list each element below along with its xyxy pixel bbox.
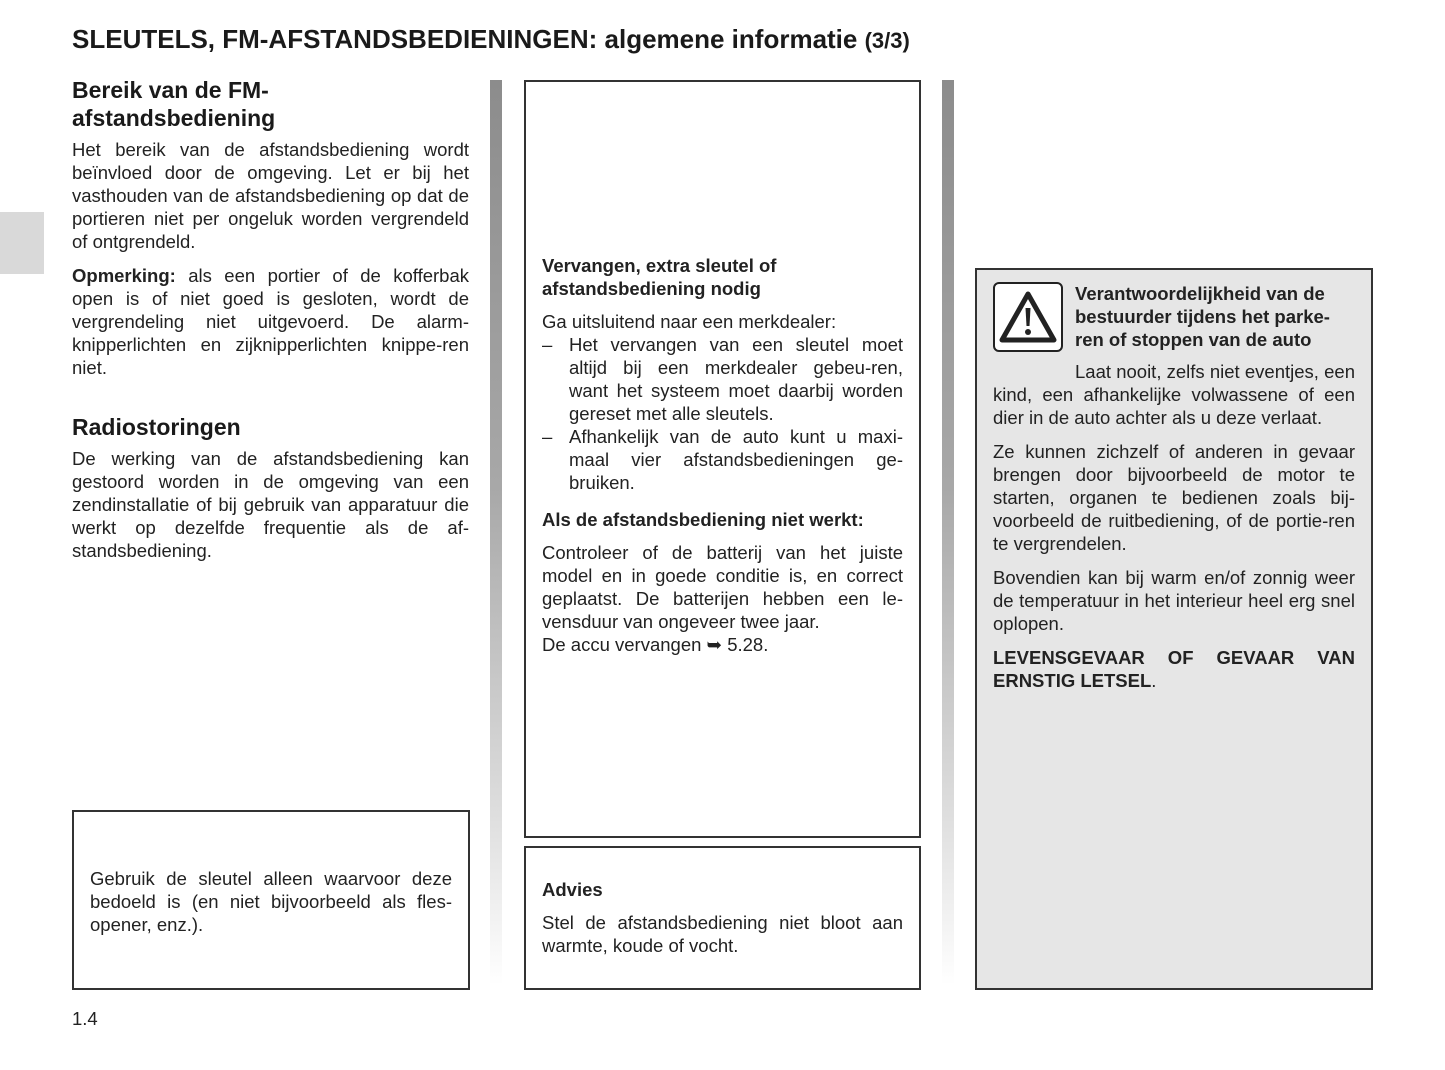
danger-text: LEVENSGEVAAR OF GEVAAR VAN ERNSTIG LETSEL [993, 647, 1355, 691]
section-heading-radio: Radiostoringen [72, 414, 241, 440]
warning-title: Verantwoordelijkheid van de bestuurder tijdens het parke-ren of stoppen van de auto [1075, 283, 1330, 350]
advice-box [524, 846, 921, 990]
column-divider-left [490, 80, 502, 985]
page-number: 1.4 [72, 1008, 98, 1029]
replacement-heading: Vervangen, extra sleutel of afstandsbediening nodig [542, 255, 777, 299]
warning-paragraph-3: Bovendien kan bij warm en/of zonnig weer de temperatuur in het interieur heel erg snel oplopen. [993, 567, 1355, 634]
note-label: Opmerking: [72, 265, 176, 286]
key-usage-box [72, 810, 470, 990]
battery-reference [542, 633, 903, 656]
page-title-part: (3/3) [864, 28, 910, 53]
radio-paragraph: De werking van de afstandsbediening kan gestoord worden in de omgeving van een zendinstallatie of bij gebruik van apparatuur die werkt op dezelfde frequentie als de af-standsbediening. [72, 448, 469, 561]
range-paragraph: Het bereik van de afstandsbediening wordt beïnvloed door de omgeving. Let er bij het vasthouden van de afstandsbediening op dat de portieren niet per ongeluk worden vergrendeld of ontgrendeld. [72, 139, 469, 252]
note-paragraph [72, 264, 469, 379]
page-title [72, 24, 910, 55]
list-item: – Afhankelijk van de auto kunt u maxi-maal vier afstandsbedieningen ge-bruiken. [542, 425, 903, 494]
warning-triangle-icon [993, 282, 1063, 352]
danger-end: . [1151, 670, 1157, 691]
battery-reference-text: De accu vervangen [542, 634, 702, 655]
advice-text: Stel de afstandsbediening niet bloot aan warmte, koude of vocht. [542, 912, 903, 956]
replacement-list [542, 333, 903, 494]
column-divider-right [942, 80, 954, 985]
page-reference-link[interactable]: 5.28. [727, 634, 769, 655]
warning-box [975, 268, 1373, 990]
section-heading-range: Bereik van de FM-afstandsbediening [72, 77, 276, 131]
page-title-main: SLEUTELS, FM-AFSTANDSBEDIENINGEN: algemene informatie [72, 24, 858, 54]
warning-header [993, 282, 1355, 352]
battery-paragraph: Controleer of de batterij van het juiste model en in goede conditie is, en correct geplaatst. De batterijen hebben een le-vensduur van ongeveer twee jaar. [542, 542, 903, 632]
warning-paragraph-1: Laat nooit, zelfs niet eventjes, een kind, een afhankelijke volwassene of een dier in de auto achter als u deze verlaat. [993, 361, 1355, 428]
replacement-intro: Ga uitsluitend naar een merkdealer: [542, 311, 837, 332]
not-working-heading: Als de afstandsbediening niet werkt: [542, 509, 864, 530]
note-text: als een portier of de kofferbak open is of niet goed is gesloten, wordt de vergrendeling niet uitgevoerd. De alarm-knipperlichten en zijknipperlichten knippe-ren niet. [72, 265, 469, 378]
replacement-box [524, 80, 921, 838]
column-left [72, 76, 469, 573]
warning-paragraph-2: Ze kunnen zichzelf of anderen in gevaar brengen door bijvoorbeeld de motor te starten, organen te bedienen zoals bij-voorbeeld de ruitbediening, of de portie-ren te vergrendelen. [993, 441, 1355, 554]
chapter-tab-marker [0, 212, 44, 274]
key-usage-text: Gebruik de sleutel alleen waarvoor deze bedoeld is (en niet bijvoorbeeld als fles-opener, enz.). [90, 868, 452, 935]
arrow-right-icon: ➥ [706, 634, 723, 655]
danger-statement [993, 646, 1355, 692]
list-item: – Het vervangen van een sleutel moet altijd bij een merkdealer gebeu-ren, want het systeem moet daarbij worden gereset met alle sleutels. [542, 333, 903, 425]
advice-heading: Advies [542, 879, 603, 900]
